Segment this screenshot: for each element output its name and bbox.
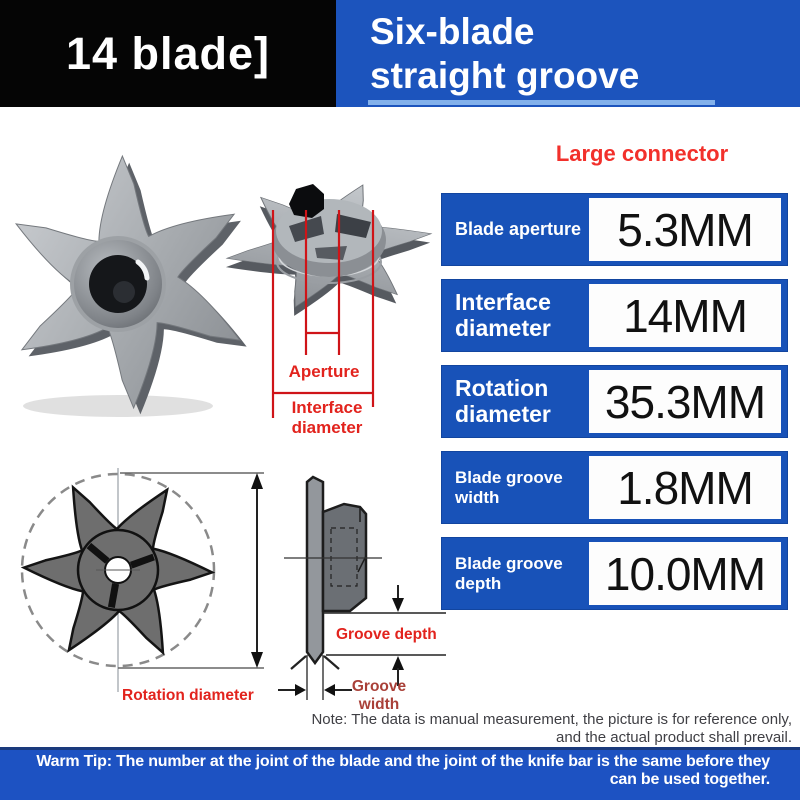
section-title: Large connector	[555, 141, 729, 166]
interface-diameter-label: Interface diameter	[291, 398, 363, 437]
header-right-title	[336, 0, 800, 107]
spec-label: Blade groove depth	[455, 554, 563, 593]
disclaimer-note: Note: The data is manual measurement, the picture is for reference only, and the actual product shall prevail.	[311, 711, 792, 746]
groove-depth-label: Groove depth	[336, 626, 437, 643]
header-left-title	[0, 0, 336, 107]
spec-row-rotation-diameter	[441, 365, 788, 438]
width-arrowhead-left	[324, 684, 335, 696]
depth-arrowhead-up	[392, 656, 404, 670]
depth-arrowhead-down	[392, 598, 404, 612]
spec-label: Rotation diameter	[455, 374, 551, 427]
width-arrowhead-right	[295, 684, 306, 696]
arrowhead-down	[251, 652, 263, 668]
groove-side-view-drawing	[278, 477, 446, 700]
photo-shadow	[23, 395, 213, 417]
blade-profile	[307, 477, 323, 663]
bore-inner-reflection	[113, 281, 135, 303]
groove-width-label: Groove width	[351, 678, 407, 713]
right-title-line1: Six-blade	[370, 10, 535, 52]
spec-label: Interface diameter	[455, 288, 551, 341]
rotation-diameter-drawing	[22, 468, 264, 692]
warm-tip-bar: Warm Tip: The number at the joint of the blade and the joint of the knife bar is the same before they can be used together.	[0, 747, 800, 800]
spec-value: 35.3MM	[589, 370, 781, 433]
hub-pocket-bottom	[315, 246, 347, 260]
tip-tick-left	[291, 656, 306, 669]
spec-row-interface-diameter	[441, 279, 788, 352]
hub-spoke	[111, 584, 115, 608]
spec-value: 10.0MM	[589, 542, 781, 605]
spec-label: Blade groove width	[455, 468, 563, 507]
cutter-photo-front	[0, 132, 281, 438]
right-title-line2: straight groove	[370, 54, 640, 96]
spec-value: 1.8MM	[589, 456, 781, 519]
spec-row-blade-aperture	[441, 193, 788, 266]
spec-value: 5.3MM	[589, 198, 781, 261]
tip-tick-right	[324, 656, 339, 669]
spec-value: 14MM	[589, 284, 781, 347]
title-underline	[368, 100, 715, 105]
cutter-photo-top	[207, 168, 449, 332]
rotation-diameter-label: Rotation diameter	[122, 687, 254, 704]
aperture-label: Aperture	[288, 362, 360, 381]
arrowhead-up	[251, 473, 263, 489]
spec-label: Blade aperture	[455, 219, 582, 240]
left-title-text: 14 blade]	[65, 27, 271, 79]
spec-row-blade-groove-width	[441, 451, 788, 524]
spec-row-blade-groove-depth	[441, 537, 788, 610]
